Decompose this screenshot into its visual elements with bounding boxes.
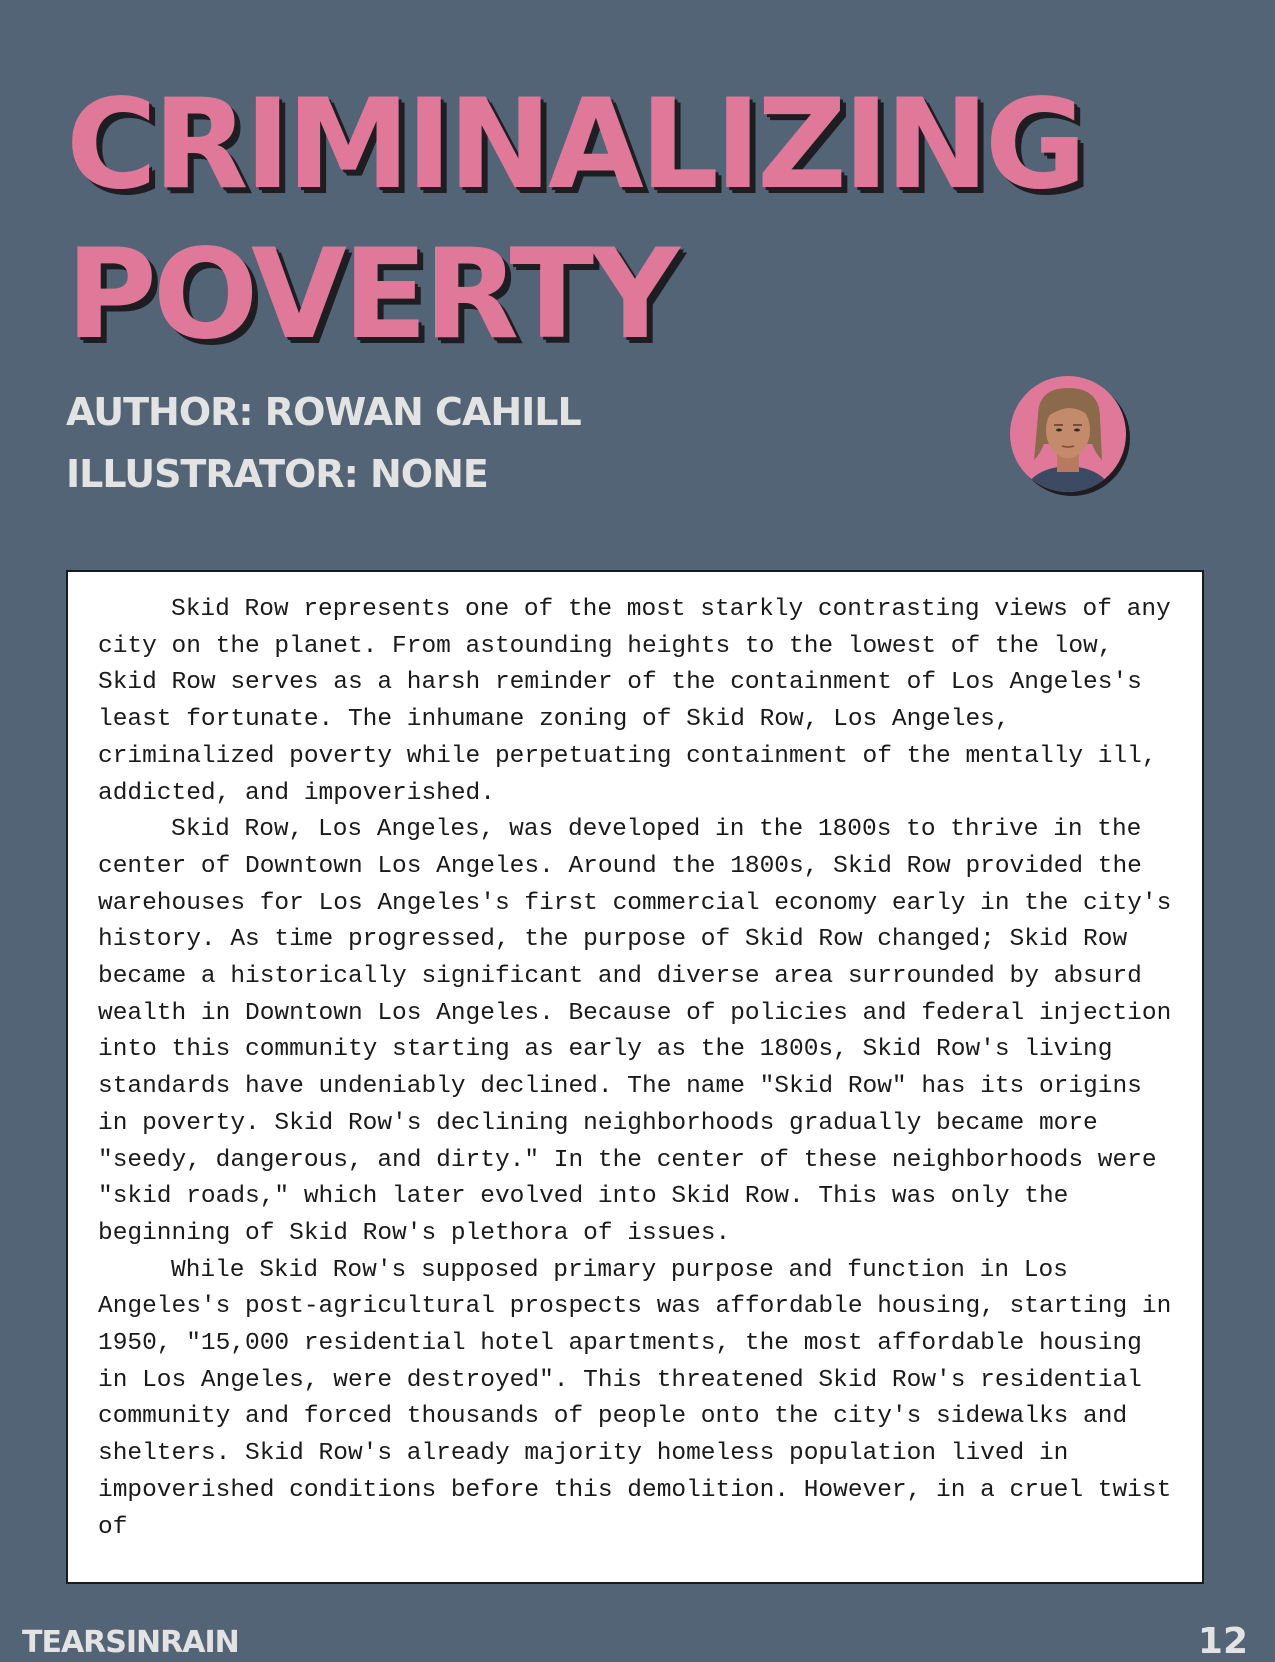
- body-paragraph-1: Skid Row represents one of the most starkly contrasting views of any city on the planet. From astounding heights to the lowest of the low, Skid Row serves as a harsh reminder of the containment of Los Angeles's least fortunate. The inhumane zoning of Skid Row, Los Angeles, criminalized poverty while perpetuating containment of the mentally ill, addicted, and impoverished.: [98, 596, 1171, 807]
- illustrator-credit: ILLUSTRATOR: NONE: [66, 452, 488, 496]
- article-body: [66, 570, 1204, 1584]
- body-paragraph-3: While Skid Row's supposed primary purpose and function in Los Angeles's post-agricultural prospects was affordable housing, starting in 1950, "15,000 residential hotel apartments, the most affordable housing in Los Angeles, were destroyed". This threatened Skid Row's residential community and forced thousands of people onto the city's sidewalks and shelters. Skid Row's already majority homeless population lived in impoverished conditions before this demolition. However, in a cruel twist of: [98, 1256, 1172, 1541]
- author-portrait-icon: [1008, 374, 1132, 498]
- page-number: 12: [1197, 1621, 1248, 1662]
- article-title: [66, 70, 1083, 370]
- body-paragraph-2: Skid Row, Los Angeles, was developed in the 1800s to thrive in the center of Downtown Los Angeles. Around the 1800s, Skid Row provided the warehouses for Los Angeles's first commercial economy early in the city's history. As time progressed, the purpose of Skid Row changed; Skid Row became a historically significant and diverse area surrounded by absurd wealth in Downtown Los Angeles. Because of policies and federal injection into this community starting as early as the 1800s, Skid Row's living standards have undeniably declined. The name "Skid Row" has its origins in poverty. Skid Row's declining neighborhoods gradually became more "seedy, dangerous, and dirty." In the center of these neighborhoods were "skid roads," which later evolved into Skid Row. This was only the beginning of Skid Row's plethora of issues.: [98, 816, 1172, 1247]
- publication-name: TEARSINRAIN: [22, 1625, 239, 1660]
- author-credit: AUTHOR: ROWAN CAHILL: [66, 390, 581, 434]
- title-line-2: POVERTY: [66, 223, 676, 367]
- title-line-1: CRIMINALIZING: [66, 73, 1083, 217]
